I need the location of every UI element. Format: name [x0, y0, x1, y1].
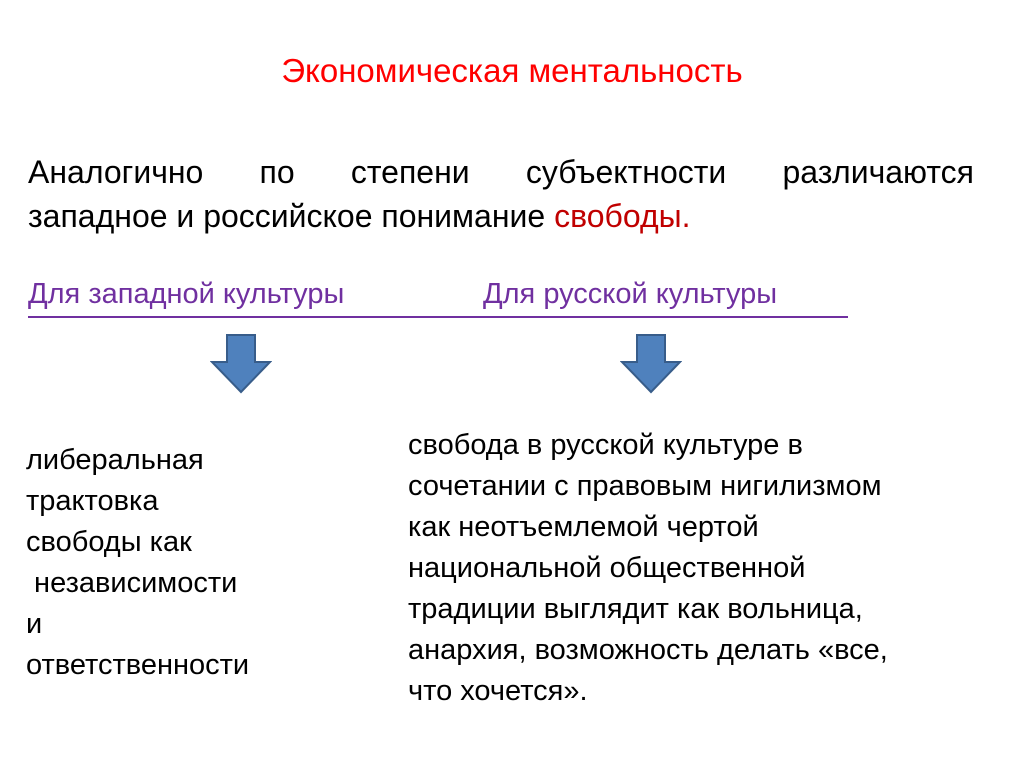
down-arrow-icon [210, 334, 272, 394]
heading-western-culture: Для западной культуры [28, 278, 345, 310]
down-arrow-icon [620, 334, 682, 394]
western-definition: либеральная трактовка свободы как независимости и ответственности [26, 444, 250, 681]
intro-paragraph [28, 150, 974, 238]
culture-headings [28, 272, 848, 318]
intro-word: по [259, 154, 295, 190]
intro-word: Аналогично [28, 154, 204, 190]
intro-line-1 [28, 150, 974, 194]
intro-word: различаются [782, 154, 974, 190]
heading-russian-culture: Для русской культуры [483, 278, 778, 310]
russian-definition: свобода в русской культуре в сочетании с правовым нигилизмом как неотъемлемой чертой национальной общественной традиции выглядит как вольница, анархия, возможность делать «все, что хочется». [408, 429, 888, 707]
intro-line-2 [28, 194, 974, 238]
intro-word: степени [350, 154, 470, 190]
intro-line-2-text: западное и российское понимание [28, 198, 555, 234]
intro-accent-word: свободы. [554, 198, 691, 234]
slide-title: Экономическая ментальность [281, 52, 743, 89]
intro-word: субъектности [525, 154, 727, 190]
